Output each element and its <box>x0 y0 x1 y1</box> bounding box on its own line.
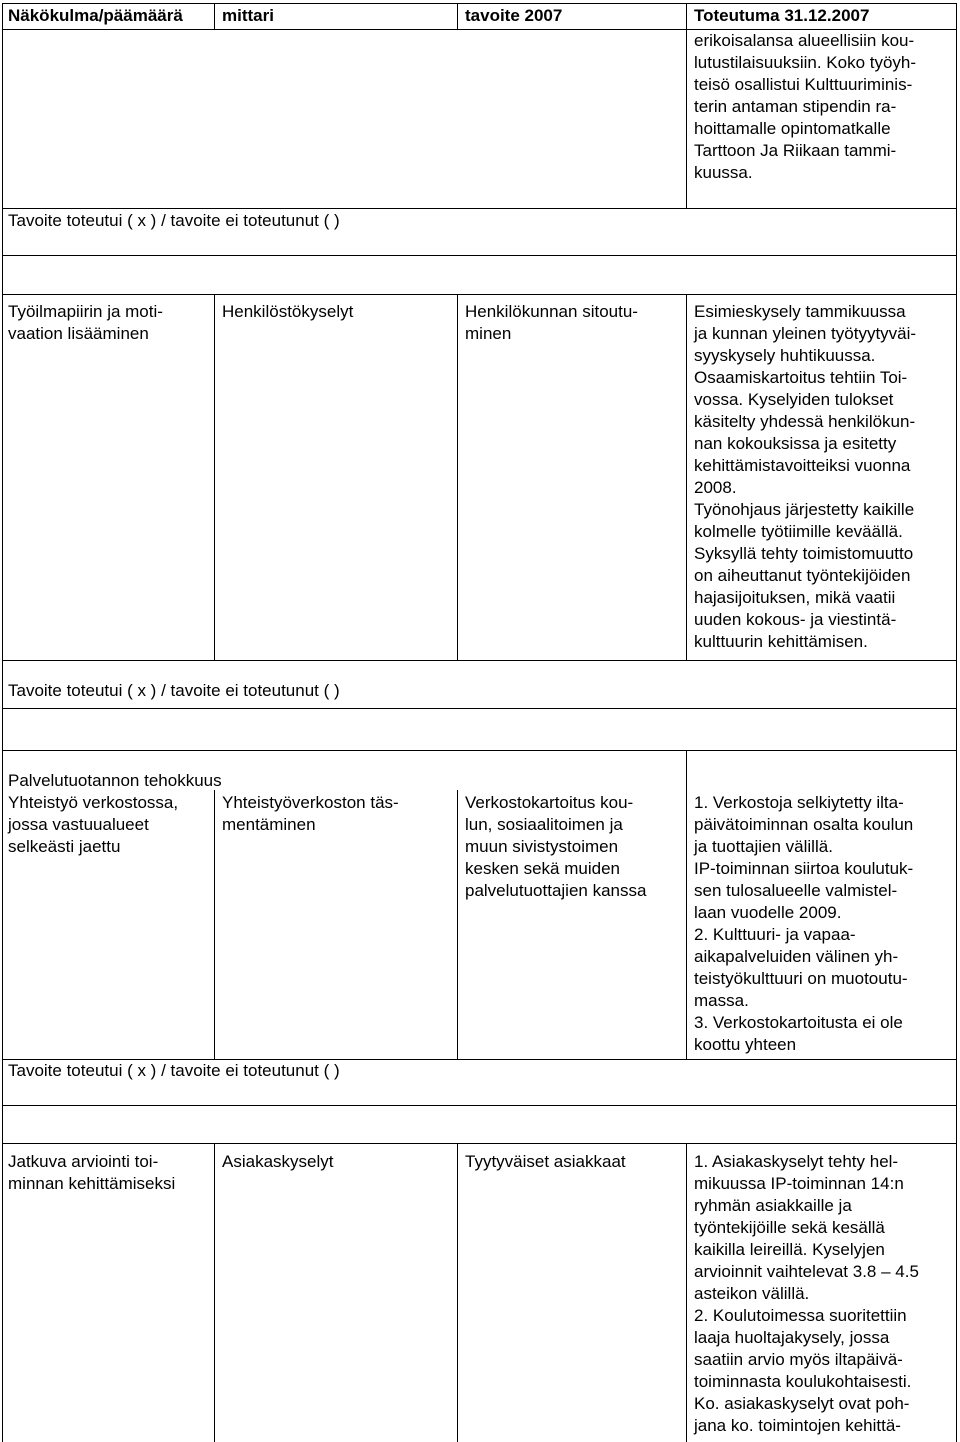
block2-col-divider-3 <box>686 294 687 660</box>
block4-metric: Asiakaskyselyt <box>222 1152 334 1171</box>
block2-perspective: Työilmapiirin ja moti- vaation lisääminen <box>8 302 163 343</box>
header-col-divider-2 <box>457 3 458 29</box>
table-border-top <box>2 3 957 4</box>
header-col-perspective: Näkökulma/päämäärä <box>8 6 183 25</box>
block3-section-title: Palvelutuotannon tehokkuus <box>8 771 222 790</box>
block1-divider <box>2 208 957 209</box>
header-col-metric: mittari <box>222 6 274 25</box>
block2-metric: Henkilöstökyselyt <box>222 302 354 321</box>
block1-status-line: Tavoite toteutui ( x ) / tavoite ei toteutunut ( ) <box>8 211 340 230</box>
block3-col-divider-3 <box>686 750 687 1060</box>
block1-col-divider <box>686 29 687 209</box>
block4-perspective: Jatkuva arviointi toi- minnan kehittämiseksi <box>8 1152 176 1193</box>
block3-target: Verkostokartoitus kou- lun, sosiaalitoimen ja muun sivistystoimen kesken sekä muiden palvelutuottajien kanssa <box>465 793 647 900</box>
header-col-target: tavoite 2007 <box>465 6 563 25</box>
block2-divider <box>2 660 957 661</box>
block3-perspective: Yhteistyö verkostossa, jossa vastuualueet selkeästi jaettu <box>8 793 179 856</box>
block4-outcome: 1. Asiakaskyselyt tehty hel- mikuussa IP-toiminnan 14:n ryhmän asiakkaille ja työntekijöille sekä kesällä kaikilla leireillä. Kyselyjen arvioinnit vaihtelevat 3.8 – 4.5 asteikon välillä. 2. Koulutoimessa suoritettiin laaja huoltajakysely, jossa saatiin arvio myös iltapäivä- toiminnasta koulukohtaisesti. Ko. asiakaskyselyt ovat poh- jana ko. toimintojen kehittä- <box>694 1152 919 1435</box>
block4-col-divider-1 <box>214 1143 215 1442</box>
block2-target: Henkilökunnan sitoutu- minen <box>465 302 638 343</box>
block3-col-divider-1 <box>214 790 215 1060</box>
block4-col-divider-3 <box>686 1143 687 1442</box>
table-border-right <box>956 3 957 1442</box>
header-col-outcome: Toteutuma 31.12.2007 <box>694 6 870 25</box>
block1-outcome: erikoisalansa alueellisiin kou- lutustilaisuuksiin. Koko työyh- teisö osallistui Kulttuuriminis- terin antaman stipendin ra- hoittamalle opintomatkalle Tarttoon Ja Riikaan tammi- kuussa. <box>694 31 917 182</box>
block2-top-divider <box>2 294 957 295</box>
header-col-divider-1 <box>214 3 215 29</box>
spacer-divider-1 <box>2 255 957 256</box>
spacer-divider-3 <box>2 1105 957 1106</box>
header-col-divider-3 <box>686 3 687 29</box>
block4-col-divider-2 <box>457 1143 458 1442</box>
table-border-left <box>2 3 3 1442</box>
block3-metric: Yhteistyöverkoston täs- mentäminen <box>222 793 399 834</box>
block3-top-divider <box>2 750 957 751</box>
spacer-divider-2 <box>2 708 957 709</box>
block3-status-line: Tavoite toteutui ( x ) / tavoite ei toteutunut ( ) <box>8 1061 340 1080</box>
block2-outcome: Esimieskysely tammikuussa ja kunnan yleinen työtyytyväi- syyskysely huhtikuussa. Osaamiskartoitus tehtiin Toi- vossa. Kyselyiden tulokset käsitelty yhdessä henkilökun- nan kokouksissa ja esitetty kehittämistavoitteiksi vuonna 2008. Työnohjaus järjestetty kaikille kolmelle työtiimille keväällä. Syksyllä tehty toimistomuutto on aiheuttanut työntekijöiden hajasijoituksen, mikä vaatii uuden kokous- ja viestintä- kulttuurin kehittämisen. <box>694 302 917 651</box>
block4-top-divider <box>2 1143 957 1144</box>
block4-target: Tyytyväiset asiakkaat <box>465 1152 626 1171</box>
block3-col-divider-2 <box>457 790 458 1060</box>
block3-outcome: 1. Verkostoja selkiytetty ilta- päivätoiminnan osalta koulun ja tuottajien välillä. IP-toiminnan siirtoa koulutuk- sen tulosalueelle valmistel- laan vuodelle 2009. 2. Kulttuuri- ja vapaa- aikapalveluiden välinen yh- teistyökulttuuri on muotoutu- massa. 3. Verkostokartoitusta ei ole koottu yhteen <box>694 793 914 1054</box>
block2-col-divider-1 <box>214 294 215 660</box>
block2-col-divider-2 <box>457 294 458 660</box>
block2-status-line: Tavoite toteutui ( x ) / tavoite ei toteutunut ( ) <box>8 681 340 700</box>
